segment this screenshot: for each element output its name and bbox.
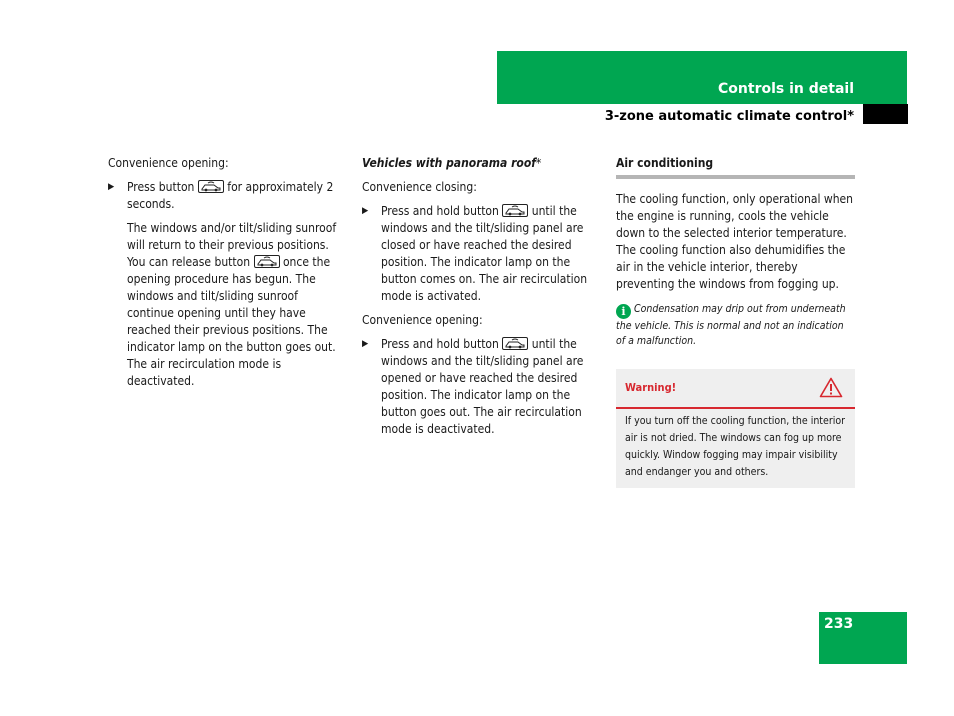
air-conditioning-heading: Air conditioning — [616, 155, 855, 179]
panorama-heading-asterisk: * — [535, 156, 542, 170]
column-air-conditioning — [616, 155, 855, 488]
air-conditioning-body: The cooling function, only operational when the engine is running, cools the vehicle down to the selected interior temperature. The cooling function also dehumidifies the air in the vehicle interior, thereby preventing the windows from fogging up. — [616, 192, 854, 291]
description-paragraph — [108, 220, 348, 390]
bullet-arrow-icon: ▶ — [108, 182, 115, 192]
car-with-air-recirculation-icon — [502, 337, 528, 350]
convenience-opening-heading: Convenience opening: — [108, 156, 229, 170]
warning-text: If you turn off the cooling function, the interior air is not dried. The windows can fog up more quickly. Window fogging may impair visibility and endanger you and others. — [625, 415, 845, 478]
info-note-text: Condensation may drip out from underneath the vehicle. This is normal and not an indication of a malfunction. — [616, 303, 846, 347]
step-text-end: for approximately 2 seconds. — [127, 180, 334, 211]
chapter-title: Controls in detail — [718, 81, 854, 97]
step-text-start: Press and hold button — [381, 204, 499, 218]
step-text-start: Press button — [127, 180, 195, 194]
step-text-start: Press and hold button — [381, 337, 499, 351]
warning-label: Warning! — [625, 381, 677, 394]
car-with-air-recirculation-icon — [254, 255, 280, 268]
list-item — [362, 336, 604, 438]
column-convenience-opening — [108, 155, 348, 390]
warning-box — [616, 369, 855, 488]
list-item — [362, 203, 604, 305]
section-marker — [863, 104, 908, 124]
paragraph-text-start: The windows and/or tilt/sliding sunroof will return to their previous positions. You can release button — [127, 221, 337, 269]
warning-header — [616, 369, 855, 409]
section-title: 3-zone automatic climate control* — [604, 109, 854, 124]
warning-triangle-icon — [819, 377, 843, 398]
info-note — [616, 302, 855, 349]
car-with-air-recirculation-icon — [198, 180, 224, 193]
panorama-heading-text: Vehicles with panorama roof — [362, 156, 536, 170]
car-with-air-recirculation-icon — [502, 204, 528, 217]
panorama-roof-heading — [362, 155, 604, 172]
list-item — [108, 179, 348, 213]
step-text-end: until the windows and the tilt/sliding panel are closed or have reached the desired position. The indicator lamp on the button comes on. The air recirculation mode is activated. — [381, 204, 588, 303]
convenience-opening-label: Convenience opening: — [362, 313, 483, 327]
bullet-arrow-icon: ▶ — [362, 339, 369, 349]
info-icon: i — [616, 304, 631, 319]
bullet-arrow-icon: ▶ — [362, 206, 369, 216]
paragraph-text-end: once the opening procedure has begun. The windows and tilt/sliding sunroof continue opening until they have reached their previous positions. The indicator lamp on the button goes out. The air recirculation mode is deactivated. — [127, 255, 336, 388]
step-text-end: until the windows and the tilt/sliding panel are opened or have reached the desired position. The indicator lamp on the button goes out. The air recirculation mode is deactivated. — [381, 337, 584, 436]
convenience-closing-label: Convenience closing: — [362, 180, 477, 194]
column-panorama-roof — [362, 155, 604, 438]
page-number: 233 — [824, 616, 854, 632]
